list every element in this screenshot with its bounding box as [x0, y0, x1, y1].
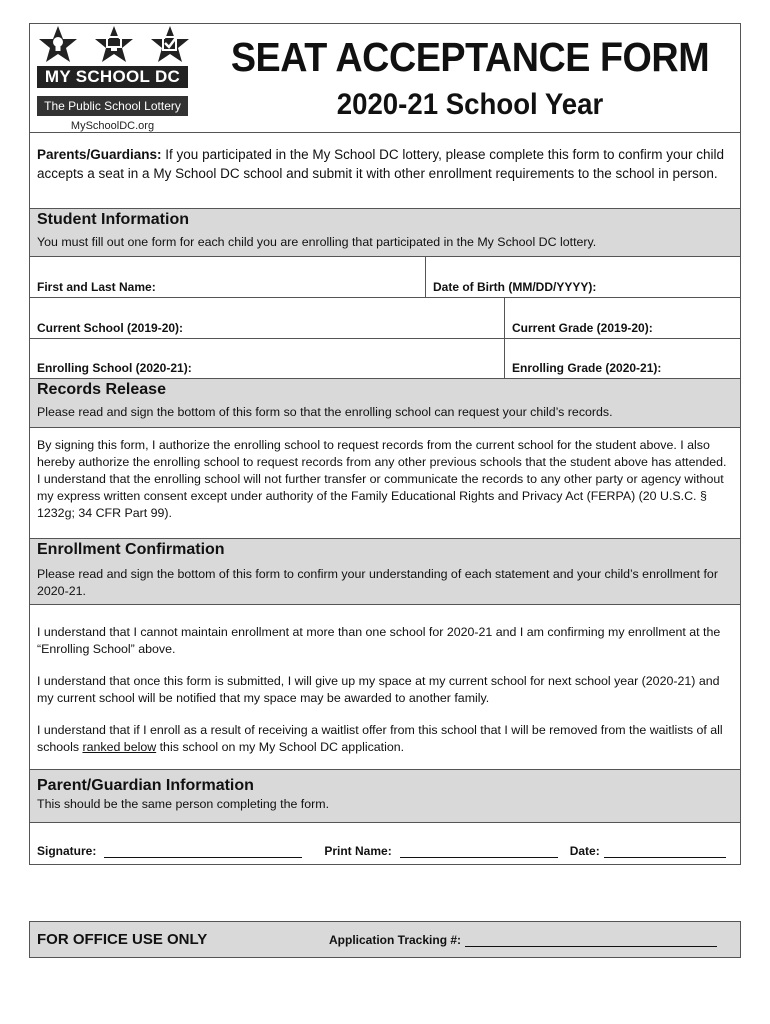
guardian-info-title: Parent/Guardian Information — [37, 777, 254, 794]
seat-acceptance-form — [29, 23, 741, 865]
current-school-label: Current School (2019-20): — [37, 321, 184, 335]
enrollment-statements — [30, 605, 740, 770]
current-grade-label: Current Grade (2019-20): — [512, 321, 653, 335]
application-tracking — [329, 933, 717, 947]
logo-url: MySchoolDC.org — [70, 120, 155, 132]
student-info-title: Student Information — [37, 211, 189, 228]
date-of-birth-label: Date of Birth (MM/DD/YYYY): — [433, 280, 597, 294]
enrolling-grade-label: Enrolling Grade (2020-21): — [512, 361, 662, 375]
my-school-dc-logo — [35, 26, 190, 132]
enrollment-confirmation-title: Enrollment Confirmation — [37, 541, 225, 558]
intro-text: If you participated in the My School DC lottery, please complete this form to confirm your child accepts a seat in a My School DC school and submit it with other enrollment requirements to the school in person. — [37, 147, 725, 181]
enrolling-school-field[interactable] — [30, 339, 504, 378]
signature-label: Signature: — [37, 844, 97, 858]
intro-label: Parents/Guardians: — [37, 147, 162, 162]
print-name-label: Print Name: — [324, 844, 392, 858]
enrollment-confirmation-subtitle: Please read and sign the bottom of this form to confirm your understanding of each statement and your child’s enrollment for 2020-21. — [37, 567, 718, 598]
office-use-box — [29, 921, 741, 958]
lightbulb-icon — [39, 26, 77, 62]
signature-line[interactable] — [104, 846, 302, 858]
signature-row — [30, 823, 740, 864]
enrollment-statement-1: I understand that I cannot maintain enrollment at more than one school for 2020-21 and I am confirming my enrollment at the “Enrolling School” above. — [37, 625, 721, 656]
application-tracking-line[interactable] — [465, 935, 717, 947]
enrolling-school-label: Enrolling School (2020-21): — [37, 361, 192, 375]
page-title: SEAT ACCEPTANCE FORM — [230, 34, 710, 80]
records-release-title: Records Release — [37, 381, 166, 398]
current-school-row — [30, 298, 740, 339]
guardian-info-header — [30, 770, 740, 823]
checkbox-icon — [151, 26, 189, 62]
student-name-field[interactable] — [30, 257, 425, 297]
form-header — [30, 24, 740, 133]
enrolling-grade-field[interactable] — [504, 339, 740, 378]
enrollment-statement-3-start: I understand that if I enroll as a result of receiving a waitlist offer from this school that I will be removed from the waitlists of all schools — [37, 723, 723, 754]
intro-section — [30, 133, 740, 209]
print-name-line[interactable] — [400, 846, 558, 858]
enrollment-statement-3 — [37, 722, 733, 756]
student-info-header — [30, 209, 740, 257]
page-subtitle: 2020-21 School Year — [336, 88, 604, 121]
guardian-info-subtitle: This should be the same person completing the form. — [37, 797, 330, 811]
enrollment-statement-2: I understand that once this form is submitted, I will give up my space at my current school for next school year (2020-21) and my current school will be notified that my space may be awarded to another family. — [37, 674, 720, 705]
enrollment-statement-3-end: this school on my My School DC application. — [156, 740, 405, 754]
date-line[interactable] — [604, 846, 726, 858]
records-release-subtitle: Please read and sign the bottom of this form so that the enrolling school can request your child’s records. — [37, 405, 613, 419]
enrolling-school-row — [30, 339, 740, 379]
logo-stars — [39, 26, 189, 66]
ranked-below-text: ranked below — [82, 740, 157, 754]
logo-tagline: The Public School Lottery — [37, 96, 188, 116]
current-grade-field[interactable] — [504, 298, 740, 338]
application-tracking-label: Application Tracking #: — [329, 932, 462, 947]
office-use-title: FOR OFFICE USE ONLY — [37, 931, 208, 948]
computer-icon — [95, 26, 133, 62]
student-name-label: First and Last Name: — [37, 280, 156, 294]
enrollment-confirmation-header — [30, 539, 740, 605]
student-name-row — [30, 257, 740, 298]
records-release-body — [30, 428, 740, 539]
student-info-subtitle: You must fill out one form for each child you are enrolling that participated in the My School DC lottery. — [37, 235, 597, 249]
records-release-text: By signing this form, I authorize the enrolling school to request records from the current school for the student above. I also hereby authorize the enrolling school to request records from any other previous schools that the student above has attended. I understand that the enrolling school will not further transfer or communicate the records to any other party or agency without my express written consent except under authority of the Family Educational Rights and Privacy Act (FERPA) (20 U.S.C. § 1232g; 34 CFR Part 99). — [37, 438, 727, 520]
logo-name: MY SCHOOL DC — [37, 66, 188, 88]
date-of-birth-field[interactable] — [425, 257, 740, 297]
current-school-field[interactable] — [30, 298, 504, 338]
date-label: Date: — [569, 844, 600, 858]
records-release-header — [30, 379, 740, 428]
